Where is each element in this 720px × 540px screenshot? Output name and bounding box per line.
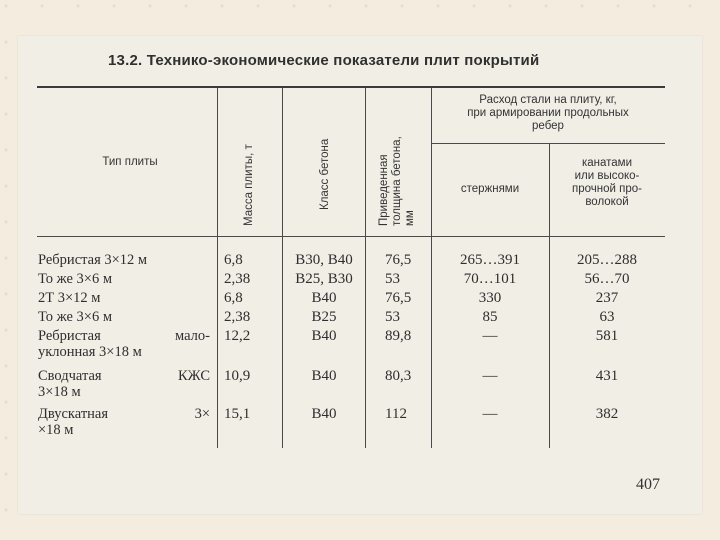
cell-rods: 330 xyxy=(478,290,502,306)
cell-type-line-2: уклонная 3×18 м xyxy=(38,344,142,360)
cell-rods: — xyxy=(482,406,498,422)
header-steel-line-3: ребер xyxy=(532,120,564,132)
cell-cables: 63 xyxy=(599,309,615,325)
header-cables-line-1: канатами xyxy=(581,157,633,169)
cell-type xyxy=(38,252,210,268)
cell-concrete: В40 xyxy=(311,368,337,384)
cell-mass: 15,1 xyxy=(224,406,251,422)
header-cables-line-3: прочной про- xyxy=(572,183,642,195)
cell-thickness: 53 xyxy=(385,309,400,325)
cell-type xyxy=(38,309,210,325)
cell-rods: — xyxy=(482,368,498,384)
cell-concrete: В25, В30 xyxy=(295,271,353,287)
steel-group-divider xyxy=(431,143,665,144)
cell-concrete: В40 xyxy=(311,328,337,344)
cell-rods: 265…391 xyxy=(460,252,520,268)
header-steel-line-1: Расход стали на плиту, кг, xyxy=(479,94,617,106)
cell-type-line-2: 3×18 м xyxy=(38,384,81,400)
header-type: Тип плиты xyxy=(102,156,158,168)
cell-thickness: 53 xyxy=(385,271,400,287)
cell-rods: 70…101 xyxy=(463,271,517,287)
cell-cables: 205…288 xyxy=(577,252,637,268)
header-thickness-line-1: Приведенная xyxy=(378,154,390,226)
cell-cables: 382 xyxy=(595,406,619,422)
cell-thickness: 89,8 xyxy=(385,328,412,344)
cell-type xyxy=(38,271,210,287)
cell-type xyxy=(38,290,210,306)
cell-mass: 6,8 xyxy=(224,290,243,306)
header-steel-line-2: при армировании продольных xyxy=(467,107,629,119)
table-title: 13.2. Технико-экономические показатели плит покрытий xyxy=(108,52,540,69)
cell-mass: 12,2 xyxy=(224,328,251,344)
cell-rods: 85 xyxy=(482,309,498,325)
cell-type xyxy=(38,368,210,400)
cell-type-line-1a: Двускатная xyxy=(38,406,109,422)
cell-cables: 581 xyxy=(595,328,619,344)
cell-type-line-2: ×18 м xyxy=(38,422,74,438)
cell-type-line-1b: 3× xyxy=(194,406,210,422)
cell-type-line-1a: Ребристая xyxy=(38,328,101,344)
header-concrete-class: Класс бетона xyxy=(319,138,331,210)
header-steel-rods: стержнями xyxy=(460,183,520,195)
cell-concrete: В30, В40 xyxy=(295,252,353,268)
header-mass: Масса плиты, т xyxy=(243,144,255,226)
cell-type-line-1a: 2Т 3×12 м xyxy=(38,290,101,306)
header-thickness-line-2: толщина бетона, xyxy=(391,136,403,226)
cell-type-line-1a: То же 3×6 м xyxy=(38,271,113,287)
cell-rods: — xyxy=(482,328,498,344)
page-number: 407 xyxy=(636,476,660,493)
cell-type-line-1b: КЖС xyxy=(178,368,210,384)
col-divider-3 xyxy=(365,88,366,448)
header-cables-line-2: или высоко- xyxy=(574,170,640,182)
cell-type xyxy=(38,328,210,360)
cell-type-line-1a: Сводчатая xyxy=(38,368,102,384)
cell-mass: 2,38 xyxy=(224,271,251,287)
cell-type-line-1a: То же 3×6 м xyxy=(38,309,113,325)
cell-type-line-1a: Ребристая 3×12 м xyxy=(38,252,148,268)
header-bottom-rule xyxy=(37,236,665,237)
cell-thickness: 76,5 xyxy=(385,290,412,306)
col-divider-2 xyxy=(282,88,283,448)
cell-thickness: 76,5 xyxy=(385,252,412,268)
cell-mass: 2,38 xyxy=(224,309,251,325)
cell-cables: 56…70 xyxy=(584,271,630,287)
col-divider-1 xyxy=(217,88,218,448)
cell-type-line-1b: мало- xyxy=(175,328,210,344)
cell-type xyxy=(38,406,210,438)
table-top-rule xyxy=(37,86,665,88)
cell-concrete: В25 xyxy=(311,309,337,325)
cell-cables: 431 xyxy=(595,368,619,384)
cell-concrete: В40 xyxy=(311,406,337,422)
header-thickness-line-3: мм xyxy=(404,210,416,226)
cell-mass: 6,8 xyxy=(224,252,243,268)
cell-thickness: 80,3 xyxy=(385,368,412,384)
col-divider-4 xyxy=(431,88,432,448)
cell-concrete: В40 xyxy=(311,290,337,306)
cell-cables: 237 xyxy=(595,290,619,306)
header-cables-line-4: волокой xyxy=(585,196,629,208)
cell-mass: 10,9 xyxy=(224,368,251,384)
cell-thickness: 112 xyxy=(385,406,407,422)
